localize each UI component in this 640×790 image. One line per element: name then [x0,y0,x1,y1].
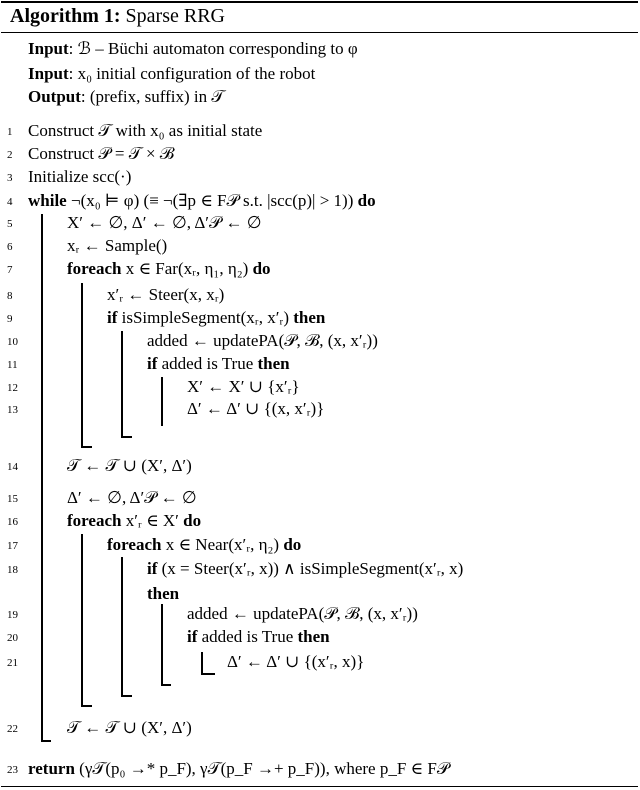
keyword: then [257,354,290,373]
keyword: if [187,627,198,646]
algorithm-line [67,236,167,256]
io-text: : ℬ – Büchi automaton corresponding to φ [68,39,358,58]
statement-text: Δ′ ← Δ′ ∪ {(x′ᵣ, x)} [227,652,365,671]
line-number: 18 [7,564,18,576]
keyword: then [297,627,330,646]
foreach-block-bar [81,283,83,447]
while-block-end [41,740,51,742]
line-number: 14 [7,461,18,473]
if-block-end [121,436,132,438]
bottom-rule [1,786,638,787]
line-number: 13 [7,404,18,416]
inner-if-block-bar [161,377,163,426]
line-number: 9 [7,313,13,325]
algorithm-line [67,456,192,476]
if-block-bar [121,331,123,437]
io-keyword: Input [28,39,69,58]
keyword: if [147,354,158,373]
algorithm-line [28,191,376,211]
statement-text: added ← updatePA(𝒫, ℬ, (x, x′ᵣ)) [187,604,418,623]
line-number: 8 [7,290,13,302]
keyword: do [357,191,376,210]
statement-text: x ∈ Far(xᵣ, η₁, η₂) [121,259,253,278]
foreach2-block-end [81,705,92,707]
if2-block-bar [161,604,163,685]
algorithm-line [28,167,131,187]
statement-text: x′ᵣ ← Steer(x, xᵣ) [107,285,225,304]
line-number: 21 [7,657,18,669]
statement-text: added is True [197,627,298,646]
line-number: 10 [7,336,18,348]
line-number: 16 [7,516,18,528]
algorithm-box [1,1,638,788]
line-number: 5 [7,218,13,230]
algorithm-line [67,488,197,508]
line-number: 23 [7,764,18,776]
if2-block-end [161,684,171,686]
keyword: foreach [107,535,162,554]
keyword: then [293,308,326,327]
keyword: then [147,584,180,603]
keyword: do [252,259,271,278]
line-number: 3 [7,172,13,184]
io-keyword: Output [28,87,81,106]
statement-text: x′ᵣ ∈ X′ [121,511,184,530]
keyword: do [283,535,302,554]
algorithm-line [28,121,262,141]
keyword: foreach [67,511,122,530]
line-number: 12 [7,382,18,394]
statement-text: added is True [157,354,258,373]
line-number: 17 [7,540,18,552]
statement-text: Δ′ ← Δ′ ∪ {(x, x′ᵣ)} [187,399,325,418]
foreach2-block-bar [81,534,83,706]
io-text: : x₀ initial configuration of the robot [68,64,316,83]
algorithm-line [67,213,262,233]
algorithm-line [187,604,418,624]
algorithm-line [227,652,364,672]
statement-text: X′ ← ∅, Δ′ ← ∅, Δ′𝒫 ← ∅ [67,213,262,232]
statement-text: Initialize scc(·) [28,167,132,186]
line-number: 7 [7,264,13,276]
statement-text: Δ′ ← ∅, Δ′𝒫 ← ∅ [67,488,197,507]
keyword: if [147,559,158,578]
line-number: 1 [7,126,13,138]
statement-text: Construct 𝒫 = 𝒯 × ℬ [28,144,175,163]
while-block-bar [41,214,43,741]
line-number: 6 [7,241,13,253]
keyword: while [28,191,67,210]
statement-text: 𝒯 ← 𝒯 ∪ (X′, Δ′) [67,718,192,737]
algorithm-name: Sparse RRG [125,5,225,27]
algorithm-title [10,5,225,28]
line-number: 4 [7,196,13,208]
statement-text: isSimpleSegment(xᵣ, x′ᵣ) [117,308,294,327]
keyword: return [28,759,75,778]
line-number: 2 [7,149,13,161]
statement-text: X′ ← X′ ∪ {x′ᵣ} [187,377,300,396]
statement-text: added ← updatePA(𝒫, ℬ, (x, x′ᵣ)) [147,331,378,350]
algorithm-label: Algorithm 1: [10,5,121,27]
input-line-1 [28,39,358,59]
algorithm-line [147,584,179,604]
io-keyword: Input [28,64,69,83]
io-text: : (prefix, suffix) in 𝒯 [80,87,225,106]
keyword: do [183,511,202,530]
line-number: 11 [7,359,18,371]
line-number: 20 [7,632,18,644]
algorithm-line [107,285,224,305]
statement-text: (x = Steer(x′ᵣ, x)) ∧ isSimpleSegment(x′ᵣ, x) [157,559,464,578]
algorithm-line [107,535,301,555]
algorithm-line [147,354,290,374]
foreach-block-end [81,446,92,448]
algorithm-line [147,331,378,351]
algorithm-line [67,511,201,531]
statement-text: 𝒯 ← 𝒯 ∪ (X′, Δ′) [67,456,192,475]
line-number: 19 [7,609,18,621]
inner-if2-block-end [201,673,215,675]
line-number: 22 [7,723,18,735]
output-line [28,87,224,107]
algorithm-line [67,259,271,279]
top-rule [1,1,638,3]
algorithm-line [28,759,449,779]
algorithm-line [147,559,463,579]
keyword: if [107,308,118,327]
statement-text: x ∈ Near(x′ᵣ, η₂) [161,535,284,554]
algorithm-line [187,377,300,397]
statement-text: xᵣ ← Sample() [67,236,168,255]
line-number: 15 [7,493,18,505]
statement-text: (γ𝒯(p₀ →* p_F), γ𝒯(p_F →+ p_F)), where p_F ∈ F𝒫 [74,759,450,778]
statement-text: ¬(x₀ ⊨ φ) (≡ ¬(∃p ∈ F𝒫 s.t. |scc(p)| > 1)) [66,191,358,210]
algorithm-line [187,399,324,419]
inner-if2-block-bar [201,652,203,674]
algorithm-line [187,627,330,647]
algorithm-line [28,144,174,164]
statement-text: Construct 𝒯 with x₀ as initial state [28,121,263,140]
keyword: foreach [67,259,122,278]
title-rule [1,32,638,33]
input-line-2 [28,64,315,84]
foreach3-block-bar [121,557,123,696]
algorithm-line [67,718,192,738]
foreach3-block-end [121,695,132,697]
algorithm-line [107,308,325,328]
